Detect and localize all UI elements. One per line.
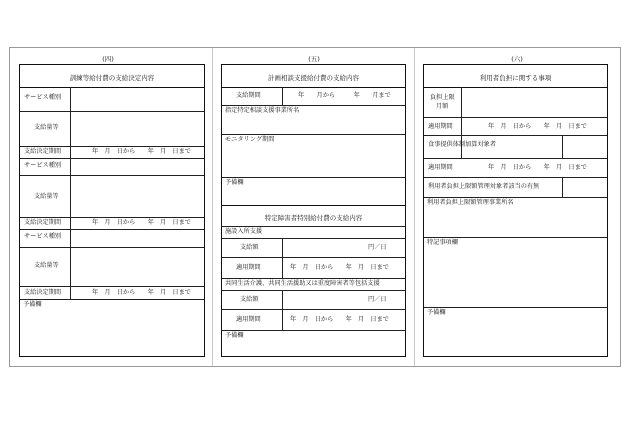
payment-amount-unit: 円／日 (368, 244, 387, 251)
payment-amount-label: 支給額 (240, 296, 259, 303)
cap-management-label: 利用者負担上限額管理対象者該当の有無 (428, 183, 540, 190)
decision-period-label: 支給決定期間 (24, 148, 62, 155)
service-type-label: サービス種別 (24, 233, 62, 240)
section-6-header: (六) (511, 55, 523, 63)
payment-period-label: 支給期間 (236, 92, 261, 99)
meal-provision-label: 食事提供体制加算対象者 (428, 141, 497, 148)
applied-period-value: 年 月 日から 年 月 日まで (290, 316, 389, 323)
applied-period-label: 適用期間 (428, 164, 453, 171)
service-type-label: サービス種別 (24, 162, 62, 169)
payment-period-value: 年 月から 年 月まで (298, 92, 391, 99)
user-burden-panel (423, 64, 608, 357)
consultation-benefit-title: 計画相談支援給付費の支給内容 (268, 74, 359, 82)
supply-amount-label: 支給量等 (34, 262, 59, 269)
burden-cap-label: 負担上限 (430, 94, 455, 101)
service-type-label: サービス種別 (24, 94, 62, 101)
decision-period-value: 年 月 日から 年 月 日まで (92, 219, 191, 226)
monitoring-period-label: モニタリング期間 (225, 136, 275, 143)
certificate-sheet (9, 47, 621, 367)
applied-period-label: 適用期間 (236, 316, 261, 323)
burden-cap-label-sub: 月額 (436, 103, 449, 110)
applied-period-value: 年 月 日から 年 月 日まで (488, 164, 587, 171)
consultation-benefit-panel (221, 64, 406, 357)
cap-management-office-label: 利用者負担上限額管理事業所名 (427, 199, 514, 206)
training-benefit-title: 訓練等給付費の支給決定内容 (69, 74, 155, 82)
payment-amount-label: 支給額 (240, 244, 259, 251)
special-benefit-title: 特定障害者特別給付費の支給内容 (264, 214, 363, 222)
remarks-label: 予備欄 (427, 309, 446, 316)
decision-period-value: 年 月 日から 年 月 日まで (92, 148, 191, 155)
remarks-label: 予備欄 (225, 332, 244, 339)
applied-period-label: 適用期間 (236, 264, 261, 271)
applied-period-value: 年 月 日から 年 月 日まで (488, 123, 587, 130)
decision-period-value: 年 月 日から 年 月 日まで (92, 289, 191, 296)
payment-amount-unit: 円／日 (368, 296, 387, 303)
decision-period-label: 支給決定期間 (24, 289, 62, 296)
training-benefit-panel (19, 64, 205, 357)
remarks-label: 予備欄 (225, 179, 244, 186)
user-burden-title: 利用者負担に関する事項 (479, 74, 552, 82)
remarks-label: 予備欄 (23, 301, 42, 308)
supply-amount-label: 支給量等 (34, 124, 59, 131)
applied-period-label: 適用期間 (428, 123, 453, 130)
fold-line (212, 48, 213, 366)
facility-admission-label: 施設入所支援 (225, 228, 263, 235)
group-home-label: 共同生活介護、共同生活援助又は重度障害者等包括支援 (225, 280, 380, 287)
special-notes-label: 特記事項欄 (427, 239, 458, 246)
designated-office-label: 指定特定相談支援事業所名 (225, 107, 300, 114)
section-5-header: (五) (308, 55, 320, 63)
applied-period-value: 年 月 日から 年 月 日まで (290, 264, 389, 271)
decision-period-label: 支給決定期間 (24, 219, 62, 226)
supply-amount-label: 支給量等 (34, 193, 59, 200)
fold-line (414, 48, 415, 366)
section-4-header: (四) (102, 55, 114, 63)
